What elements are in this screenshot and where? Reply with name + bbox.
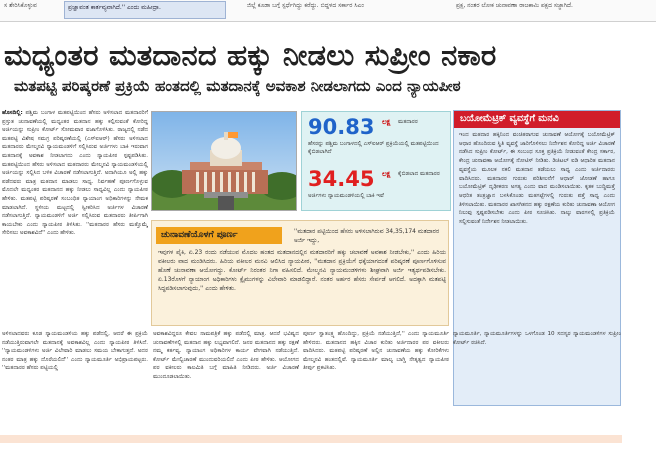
- bottom-column-1: ಅಳಿಸಲಾದವರು ಕೂಡ ನ್ಯಾಯಮಂಡಳಿಯ ಹಕ್ಕು ಪಡೆದಲ್ಲಿ, ಆದರೆ ಈ ಪ್ರಕ್ರಿಯೆ ನಡೆಯುತ್ತಿರುವಾಗಲೇ ಮತದಾನಕ್ಕೆ ಅವಕಾಶವಿಲ್ಲ ಎಂದು ನ್ಯಾಯಪೀಠ ತಿಳಿಸಿದೆ. ''ನ್ಯಾಯಮಂಡಳಿಗಳು ಅರ್ಜಿ ವಿಲೇವಾರಿ ಮಾಡಲು ಸಮಯ ಬೇಕಾಗುತ್ತದೆ. ಅದರ ನಂತರ ಮಾತ್ರ ಹಕ್ಕು ದೊರೆಯಲಿದೆ'' ಎಂದು ನ್ಯಾಯಮೂರ್ತಿ ಅಭಿಪ್ರಾಯಪಟ್ಟರು. ''ಮತದಾರರ ಹೆಸರು ಪಟ್ಟಿಯಲ್ಲಿ: [2, 331, 148, 372]
- stat-first-unit-extra: ಮತದಾರರ: [398, 119, 418, 125]
- bottom-band: [0, 435, 622, 443]
- election-label: ಚುನಾವಣೆಯೊಳಗೆ ಪೂರ್ಣ: [156, 227, 282, 244]
- sidebar-text: ಇಂದ ಮತದಾರ ಹಕ್ಕಿನಿಂದ ವಂಚಿತರಾಗುವ ಚುನಾವಣೆ ಆಯೋಗಕ್ಕೆ ಬಯೋಮೆಟ್ರಿಕ್ ಆಧಾರ ಹೊಂದಿರುವ ಸ್ಥಿತಿ ವ್ಯವಸ್ಥೆ ಜಾರಿಗೊಳಿಸಲು ನಿರ್ದೇಶನ ಕೋರಿದ್ದ ಅರ್ಜಿ ವಿಚಾರಣೆ ನಡೆಸಿದ ಸುಪ್ರೀಂ ಕೋರ್ಟ್, ಈ ಸಂಬಂಧ ಸೂಕ್ತ ಪ್ರತಿಕ್ರಿಯೆ ನೀಡುವಂತೆ ಕೇಂದ್ರ ಸರ್ಕಾರ, ಕೇಂದ್ರ ಚುನಾವಣಾ ಆಯೋಗಕ್ಕೆ ನೋಟಿಸ್ ನೀಡಿತು. ಡಿಜಿಟಲ್ ಐಡಿ ಆಧಾರಿತ ಮತದಾನ ವ್ಯವಸ್ಥೆಯ ಮೂಲಕ ನಕಲಿ ಮತದಾನ ತಡೆಯಲು ಸಾಧ್ಯ ಎಂದು ಅರ್ಜಿದಾರರು ವಾದಿಸಿದರು. ಮತದಾರರ ಗುರುತು ಪರಿಶೀಲನೆಗೆ ಆಧಾರ್ ಜೋಡಣೆ ಹಾಗೂ ಬಯೋಮೆಟ್ರಿಕ್ ದೃಢೀಕರಣ ಅಗತ್ಯ ಎಂದು ವಾದ ಮಂಡಿಸಲಾಯಿತು. ಕೃತಕ ಬುದ್ಧಿಮತ್ತೆ ಆಧರಿತ ತಂತ್ರಜ್ಞಾನ ಬಳಸಿಕೊಂಡು ಮತಗಟ್ಟೆಗಳಲ್ಲಿ ಗುರುತು ಪತ್ತೆ ಸಾಧ್ಯ ಎಂದು ತಿಳಿಸಲಾಯಿತು. ಮತದಾರರ ಖಾಸಗಿತನದ ಹಕ್ಕು ರಕ್ಷಣೆಯ ಕುರಿತು ಚುನಾವಣಾ ಆಯೋಗ ನಿಲುವು ಸ್ಪಷ್ಟಪಡಿಸಬೇಕು ಎಂದು ಪೀಠ ಸೂಚಿಸಿತು. ನಾಲ್ಕು ವಾರಗಳಲ್ಲಿ ಪ್ರತಿಕ್ರಿಯೆ ಸಲ್ಲಿಸುವಂತೆ ನಿರ್ದೇಶನ ನೀಡಲಾಯಿತು.: [459, 132, 615, 226]
- mid-box-text: ಇವುಗಳ ಪೈಕಿ, ಏ.23 ರಂದು ನಡೆಯುವ ಮೊದಲ ಹಂತದ ಮತದಾನದಲ್ಲಿನ ಮತದಾರರಿಗೆ ಹಕ್ಕು ಚಲಾವಣೆ ಅವಕಾಶ ನೀಡಬೇಕು,'' ಎಂದು ಹಿರಿಯ ವಕೀಲರು ವಾದ ಮಂಡಿಸಿದರು. ಹಿರಿಯ ವಕೀಲರ ಮನವಿ ಆಲಿಸಿದ ನ್ಯಾಯಪೀಠ, ''ಮತದಾನ ಪ್ರಕ್ರಿಯೆಗೆ ಧಕ್ಕೆಯಾಗದಂತೆ ಪರಿಷ್ಕರಣೆ ಪೂರ್ಣಗೊಳಿಸುವ ಹೊಣೆ ಚುನಾವಣಾ ಆಯೋಗದ್ದು. ಕೋರ್ಟ್ ನಿರಂತರ ನಿಗಾ ವಹಿಸಲಿದೆ. ಮೇಲ್ಮನವಿ ನ್ಯಾಯಮಂಡಳಿಗಳು ಶೀಘ್ರವಾಗಿ ಅರ್ಜಿ ಇತ್ಯರ್ಥಪಡಿಸಬೇಕು. ಏ.13ರೊಳಗೆ ನ್ಯಾಯಾಂಗ ಅಧಿಕಾರಿಗಳು ಕ್ಲೈಮುಗಳನ್ನು ವಿಲೇವಾರಿ ಮಾಡಲಿದ್ದಾರೆ. ನಂತರ ಅರ್ಹರ ಹೆಸರು ಸೇರ್ಪಡೆ ಆಗಲಿದೆ. ಅದಕ್ಕಾಗಿ ಮತಪಟ್ಟಿ ಸಿದ್ಧಪಡಿಸಲಾಗುವುದು,'' ಎಂದು ಹೇಳಿತು.: [158, 249, 446, 292]
- supreme-court-photo: [151, 111, 297, 211]
- strip-left-text: ಸ ಶೇರಿಸಿಕೊಳ್ಳುವ: [4, 2, 37, 9]
- bottom-column-4: ನ್ಯಾಯಮೂರ್ತಿ, ನ್ಯಾಯಮೂರ್ತಿಗಳನ್ನು ಒಳಗೊಂಡ 10 ಸದಸ್ಯರ ನ್ಯಾಯಮಂಡಳಿಗಳ ಸುಪ್ರೀಂ ಕೋರ್ಟ್ ರಚಿಸಿದೆ.: [453, 331, 621, 346]
- strip-mid-text: ಜಿಲ್ಲೆ ಕೂಡಾ ಬಗ್ಗೆ ಸ್ಪರ್ಧೆಗಿದ್ದು ಕರೆದ್ದು. ಬಿದ್ದಳದ ಸರ್ಕಾರ ಸಿಎಂ: [247, 2, 364, 9]
- mid-quote-opening: ''ಮತದಾರ ಪಟ್ಟಿಯಿಂದ ಹೆಸರು ಅಳಿಸಲಾಗಿರುವ 34,35,174 ಮತದಾರರ ಅರ್ಜಿ ಇದ್ದು,: [294, 228, 440, 244]
- byline: ಹೊಸದಿಲ್ಲಿ:: [2, 110, 23, 116]
- bottom-column-2: ಅವಕಾಶವಿದ್ದರೂ ಕೇವಲ ನಾಮಪತ್ರಿಕೆ ಹಕ್ಕು ಪಡೆದಲ್ಲಿ ಮಾತ್ರ. ಆದರೆ ಭವಿಷ್ಯದ ಚುನಾವಣೆಗಳಲ್ಲಿ ಮತದಾನ ಹಕ್ಕು ಲಭ್ಯವಾಗಲಿದೆ. ಜನರ ಮತದಾನದ ಹಕ್ಕು ರಕ್ಷಣೆ ನಮ್ಮ ಕರ್ತವ್ಯ. ನ್ಯಾಯಾಂಗ ಅಧಿಕಾರಿಗಳ ಕಾರ್ಯ ವೇಗವಾಗಿ ನಡೆಯುತ್ತಿದೆ. ಕೋರ್ಟ್ ಮೇಲ್ವಿಚಾರಣೆ ಮುಂದುವರಿಯಲಿದೆ ಎಂದು ಪೀಠ ಹೇಳಿತು. ಆಯೋಗದ ಪರ ವಕೀಲರು ಕಾಲಮಿತಿ ಬಗ್ಗೆ ಮಾಹಿತಿ ನೀಡಿದರು. ಅರ್ಜಿ ವಿಚಾರಣೆ ಮುಂದೂಡಲಾಯಿತು.: [153, 331, 299, 380]
- stat-first-unit: ಲಕ್ಷ: [382, 118, 391, 126]
- sidebar-title: ಬಯೋಮೆಟ್ರಿಕ್ ವ್ಯವಸ್ಥೆಗೆ ಮನವಿ: [454, 111, 620, 128]
- bottom-column-3: ಪೂರ್ಣ ಸ್ವಾತಂತ್ರ್ಯ ಹೊಂದಿದ್ದು, ಪ್ರಕ್ರಿಯೆ ನಡೆಯುತ್ತಿದೆ,'' ಎಂದು ನ್ಯಾಯಮೂರ್ತಿ ಹೇಳಿದರು. ಮತದಾನದ ಹಕ್ಕಿನ ವಿಚಾರ ಕುರಿತು ಅರ್ಜಿದಾರರ ಪರ ವಕೀಲರು ವಾದಿಸಿದರು. ಮತಪಟ್ಟಿ ಪರಿಷ್ಕರಣೆ ಅಲ್ಲಿನ ಚುನಾವಣೆಯ ಹಕ್ಕು ಕೋರಿಕೆಗಳು ಮೇಲ್ಮನವಿ ಹಂತದಲ್ಲಿವೆ. ನ್ಯಾಯಮೂರ್ತಿ ಮಾಲ್ಯ ಬಾಗ್ಚಿ ನೇತೃತ್ವದ ನ್ಯಾಯಪೀಠ ತೀರ್ಪು ಪ್ರಕಟಿಸಿತು.: [303, 331, 449, 372]
- stat-second-number: 34.45: [308, 167, 375, 191]
- subheadline: ಮತಪಟ್ಟಿ ಪರಿಷ್ಕರಣೆ ಪ್ರಕ್ರಿಯೆ ಹಂತದಲ್ಲಿ ಮತದಾನಕ್ಕೆ ಅವಕಾಶ ನೀಡಲಾಗದು ಎಂದ ನ್ಯಾಯಪೀಠ: [14, 77, 461, 95]
- stat-second-unit-extra: ಕೈಬಿಡಲಾದ ಮತದಾರರ: [398, 171, 440, 177]
- headline: ಮಧ್ಯಂತರ ಮತದಾನದ ಹಕ್ಕು ನೀಡಲು ಸುಪ್ರೀಂ ನಕಾರ: [4, 38, 497, 72]
- left-column-text: ಪಶ್ಚಿಮ ಬಂಗಾಳ ಮತಪಟ್ಟಿಯಿಂದ ಹೆಸರು ಅಳಿಸಲಾದ ಮತದಾರರಿಗೆ ಪ್ರಸ್ತುತ ಚುನಾವಣೆಯಲ್ಲಿ ಮಧ್ಯಂತರ ಮತದಾನ ಹಕ್ಕು ಕಲ್ಪಿಸುವಂತೆ ಕೋರಿದ್ದ ಅರ್ಜಿಯನ್ನು ಸುಪ್ರೀಂ ಕೋರ್ಟ್ ಸೋಮವಾರ ವಜಾಗೊಳಿಸಿತು. ರಾಜ್ಯದಲ್ಲಿ ನಡೆದ ಮತಪಟ್ಟಿ ವಿಶೇಷ ಸಮಗ್ರ ಪರಿಷ್ಕರಣೆಯಲ್ಲಿ (ಎಸ್‌ಐಆರ್) ಹೆಸರು ಅಳಿಸಲಾದ ಮತದಾರರು ಮೇಲ್ಮನವಿ ನ್ಯಾಯಮಂಡಳಿಗೆ ಸಲ್ಲಿಸಿರುವ ಅರ್ಜಿಗಳು ಬಾಕಿ ಇರುವಾಗ ಮತದಾನಕ್ಕೆ ಅವಕಾಶ ನೀಡಲಾಗದು ಎಂದು ನ್ಯಾಯಪೀಠ ಸ್ಪಷ್ಟಪಡಿಸಿತು. ಮತಪಟ್ಟಿಯಿಂದ ಹೆಸರು ಅಳಿಸಲಾದ ಮತದಾರರು ಮೇಲ್ಮನವಿ ನ್ಯಾಯಮಂಡಳಿಯಲ್ಲಿ ಅರ್ಜಿಯನ್ನು ಸಲ್ಲಿಸಿದ ಬಳಿಕ ವಿಚಾರಣೆ ನಡೆಸಲಾಗುತ್ತಿದೆ. ಅದಾಗಿಯೂ ಅಲ್ಲಿ ಹಕ್ಕು ಪಡೆದವರು ಮಾತ್ರ ಮತದಾನ ಮಾಡಲು ಸಾಧ್ಯ. ನಿರ್ವಹಣೆ ಪೂರ್ಣಗೊಳ್ಳುವ ಮೊದಲೇ ಮಧ್ಯಂತರ ಮತದಾನದ ಹಕ್ಕು ನೀಡಲು ಸಾಧ್ಯವಿಲ್ಲ ಎಂದು ನ್ಯಾಯಪೀಠ ಹೇಳಿತು. ಮತಪಟ್ಟಿ ಪರಿಷ್ಕರಣೆ ಸಂಬಂಧಿತ ನ್ಯಾಯಾಂಗ ಅಧಿಕಾರಿಗಳನ್ನು ನೇಮಕ ಮಾಡಲಾಗಿದೆ. ಸ್ಥಳೀಯ ಮಟ್ಟದಲ್ಲಿ ಸ್ವೀಕರಿಸಿದ ಅರ್ಜಿಗಳ ವಿಚಾರಣೆ ನಡೆಸಲಾಗುತ್ತಿದೆ. ನ್ಯಾಯಮಂಡಳಿಗೆ ಅರ್ಜಿ ಸಲ್ಲಿಸಿರುವ ಮತದಾರರು ತೀರ್ಪಿಗಾಗಿ ಕಾಯಬೇಕು ಎಂದು ನ್ಯಾಯಪೀಠ ತಿಳಿಸಿತು. ''ಮತದಾರರ ಹೆಸರು ಮತ್ತೊಮ್ಮೆ ಸೇರಿಸಲು ಅವಕಾಶವಿದೆ'' ಎಂದು ಹೇಳಿತು.: [2, 110, 148, 237]
- strip-right-text: ಪ್ರಕ್ಷ, ನಂತರ ಲೋಕ ಚುನಾವಣಾ ರಾಜಕಾಮಿ ಪಕ್ಷದ ಸಜ್ಜಾಗಿದೆ.: [456, 2, 573, 9]
- stat-first-description: ಹೆಸರನ್ನು ಪಶ್ಚಿಮ ಬಂಗಾಳದಲ್ಲಿ ಎಸ್‌ಐಆರ್ ಪ್ರಕ್ರಿಯೆಯಲ್ಲಿ ಮತಪಟ್ಟಿಯಿಂದ ಕೈಬಿಡಲಾಗಿದೆ: [308, 141, 439, 155]
- stat-second-description: ಅರ್ಜಿಗಳು ನ್ಯಾಯಮಂಡಳಿಯಲ್ಲಿ ಬಾಕಿ ಇವೆ: [308, 193, 384, 199]
- previous-story-strip: [0, 0, 656, 22]
- stat-first-number: 90.83: [308, 115, 375, 139]
- strip-quote-box: ಪ್ರಜ್ಞಾವಂತ ಕಾರ್ತವ್ಯವಾಗಿದೆ.'' ಎಂದು ಮಹೀದ್ರಾ.: [64, 1, 226, 19]
- stats-box: [301, 111, 451, 211]
- supreme-court-illustration: [152, 112, 297, 211]
- stat-second-unit: ಲಕ್ಷ: [382, 170, 391, 178]
- election-completion-box: [151, 220, 449, 326]
